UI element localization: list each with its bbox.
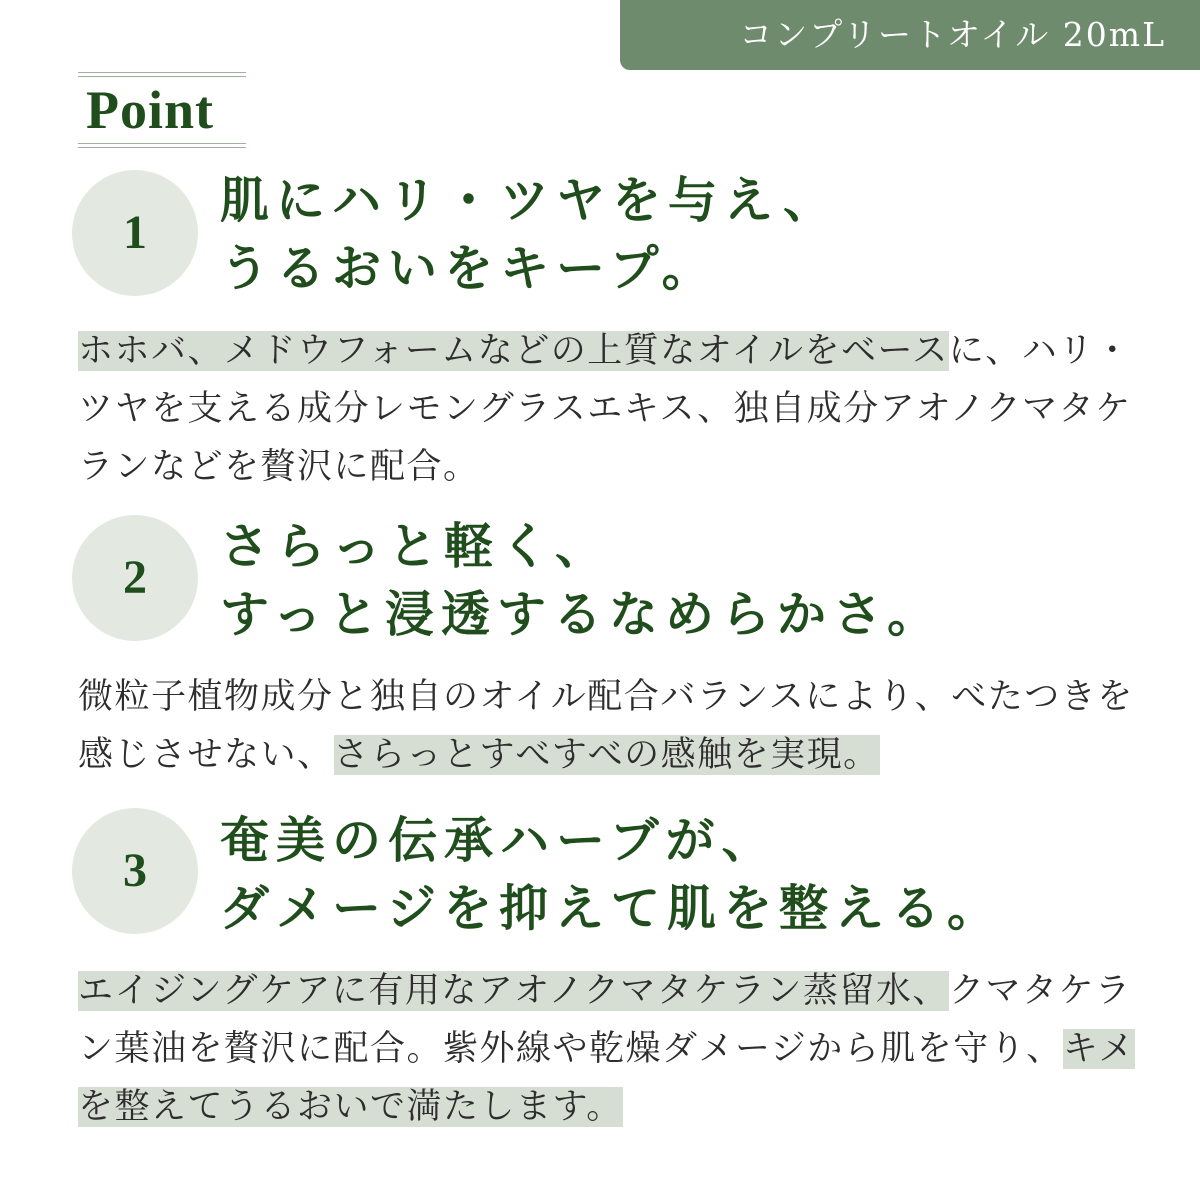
point-3-number-badge: 3 [72,808,198,934]
point-3-headline-line2: ダメージを抑えて肌を整える。 [220,879,1004,937]
point-1-headline-line1: 肌にハリ・ツヤを与え、 [220,171,839,229]
point-heading [78,72,246,148]
point-1-body-highlight: ホホバ、メドウフォームなどの上質なオイルをベース [78,331,949,371]
point-3-body-highlight-2: キメを整えてうるおいで満たします。 [78,1029,1136,1127]
point-2-body-highlight: さらっとすべすべの感触を実現。 [333,735,880,775]
point-3-headline-line1: 奄美の伝承ハーブが、 [220,811,778,869]
point-2-headline-line1: さらっと軽く、 [220,517,612,575]
point-1-body-text: に、ハリ・ツヤを支える成分レモングラスエキス、独自成分アオノクマタケランなどを贅沢に配合。 [78,331,1132,487]
point-3-body [78,962,1138,1136]
point-3-headline [220,806,1003,942]
product-label-tab [620,0,1200,70]
point-2-body [78,668,1138,784]
point-2-headline [220,512,943,648]
point-3-body-text: クマタケラン葉油を贅沢に配合。紫外線や乾燥ダメージから肌を守り、 [78,971,1132,1069]
point-3-body-highlight-1: エイジングケアに有用なアオノクマタケラン蒸留水、 [78,971,949,1011]
product-label: コンプリートオイル 20mL [739,15,1166,54]
point-title: Point [86,80,215,140]
point-1-number-badge: 1 [72,170,198,296]
point-2-body-text: 微粒子植物成分と独自のオイル配合バランスにより、べたつきを感じさせない、 [78,677,1134,775]
heading-rule-bottom [78,143,246,148]
point-2-headline-line2: すっと浸透するなめらかさ。 [220,585,944,643]
point-1-headline [220,166,839,302]
point-1-body [78,322,1138,496]
point-2-number-badge: 2 [72,515,198,641]
point-1-headline-line2: うるおいをキープ。 [220,239,718,297]
